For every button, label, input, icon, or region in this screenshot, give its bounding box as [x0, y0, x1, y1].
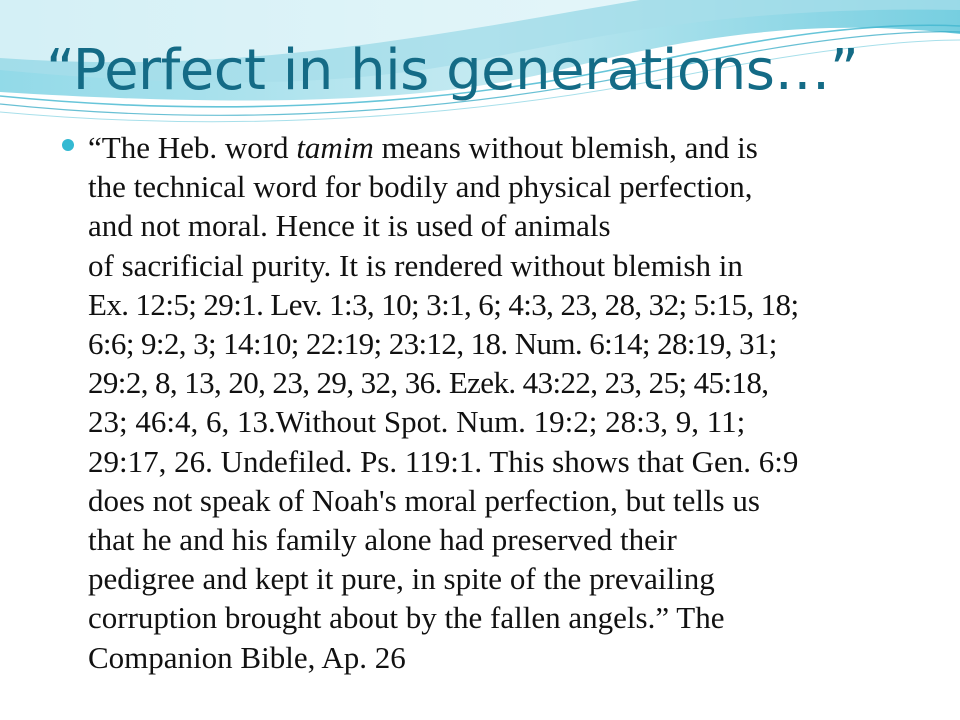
quote-line: 29:2, 8, 13, 20, 23, 29, 32, 36. Ezek. 43:22, 23, 25; 45:18, [88, 365, 769, 401]
quote-line: pedigree and kept it pure, in spite of the prevailing [88, 561, 715, 597]
quote-line: does not speak of Noah's moral perfection, but tells us [88, 482, 760, 518]
quote-line: the technical word for bodily and physical perfection, [88, 169, 753, 205]
quote-paragraph [88, 128, 903, 677]
quote-line: and not moral. Hence it is used of animals [88, 208, 611, 244]
quote-line [88, 128, 903, 167]
italic-term: tamim [296, 130, 374, 165]
quote-line: of sacrificial purity. It is rendered without blemish in [88, 247, 743, 283]
bullet-dot-icon [62, 139, 74, 151]
slide-title: “Perfect in his generations…” [46, 38, 859, 103]
quote-line-text: “The Heb. word [88, 130, 297, 165]
quote-line-text: means without blemish, and is [373, 130, 758, 165]
quote-line: 6:6; 9:2, 3; 14:10; 22:19; 23:12, 18. Num. 6:14; 28:19, 31; [88, 326, 777, 362]
quote-line: 23; 46:4, 6, 13.Without Spot. Num. 19:2; 28:3, 9, 11; [88, 404, 746, 440]
slide-content [60, 128, 910, 677]
quote-line: corruption brought about by the fallen angels.” The [88, 600, 725, 636]
quote-line: 29:17, 26. Undefiled. Ps. 119:1. This shows that Gen. 6:9 [88, 443, 799, 479]
quote-line: Ex. 12:5; 29:1. Lev. 1:3, 10; 3:1, 6; 4:3, 23, 28, 32; 5:15, 18; [88, 286, 799, 322]
quote-line: that he and his family alone had preserved their [88, 522, 677, 558]
quote-line: Companion Bible, Ap. 26 [88, 639, 406, 675]
